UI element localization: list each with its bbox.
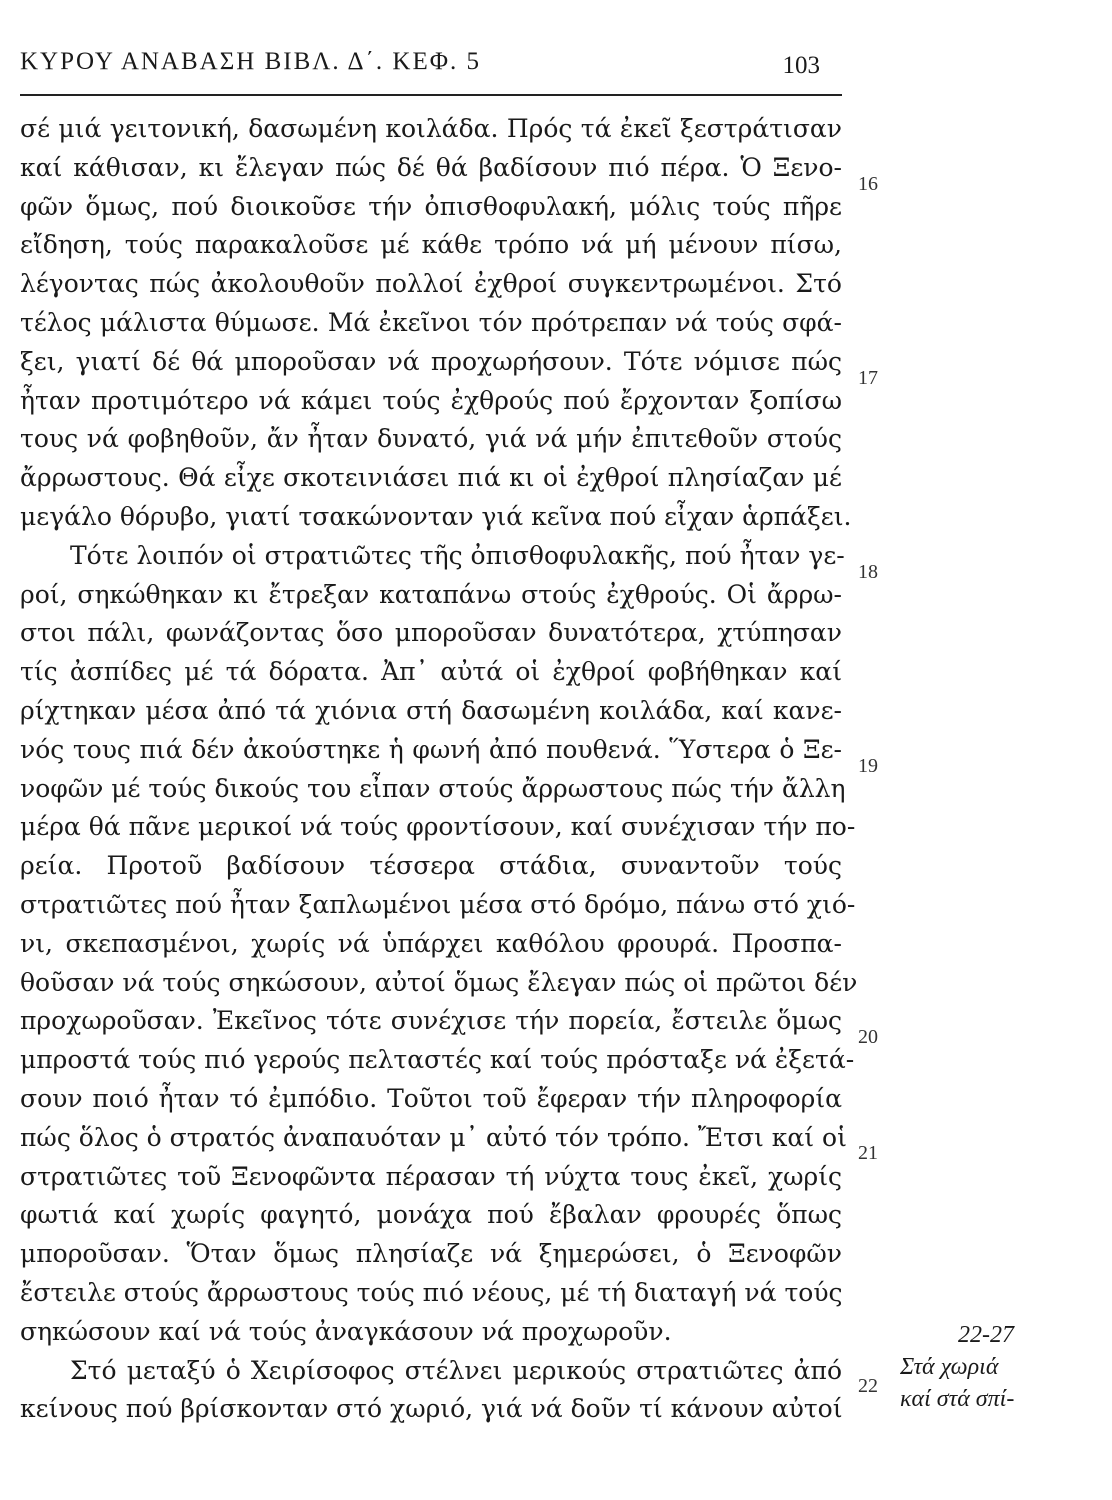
text-line: ρίχτηκαν μέσα ἀπό τά χιόνια στή δασωμένη κοιλάδα, καί κανε-: [20, 695, 842, 725]
text-line: νοφῶν μέ τούς δικούς του εἶπαν στούς ἄρρωστους πώς τήν ἄλλη: [20, 773, 846, 803]
side-note-range: 22-27: [958, 1322, 1014, 1348]
text-line: νι, σκεπασμένοι, χωρίς νά ὑπάρχει καθόλου φρουρά. Προσπα-: [20, 928, 842, 958]
side-note-line: Στά χωριά: [900, 1354, 999, 1380]
text-line: σηκώσουν καί νά τούς ἀναγκάσουν νά προχωροῦν.: [20, 1316, 672, 1346]
section-number: 20: [858, 1026, 878, 1048]
section-number: 18: [858, 561, 878, 583]
text-line: ξει, γιατί δέ θά μποροῦσαν νά προχωρήσουν. Τότε νόμισε πώς: [20, 346, 842, 376]
text-line: εἴδηση, τούς παρακαλοῦσε μέ κάθε τρόπο νά μή μένουν πίσω,: [20, 230, 842, 260]
text-line: μέρα θά πᾶνε μερικοί νά τούς φροντίσουν, καί συνέχισαν τήν πο-: [20, 812, 856, 842]
body-text: [20, 110, 858, 1429]
page-header: [20, 44, 840, 88]
text-line: ἦταν προτιμότερο νά κάμει τούς ἐχθρούς πού ἔρχονταν ξοπίσω: [20, 385, 842, 415]
text-line: τους νά φοβηθοῦν, ἄν ἦταν δυνατό, γιά νά μήν ἐπιτεθοῦν στούς: [20, 424, 842, 454]
text-line: μπροστά τούς πιό γερούς πελταστές καί τούς πρόσταξε νά ἐξετά-: [20, 1045, 855, 1075]
text-line: σουν ποιό ἦταν τό ἐμπόδιο. Τοῦτοι τοῦ ἔφεραν τήν πληροφορία: [20, 1083, 842, 1113]
text-line: Τότε λοιπόν οἱ στρατιῶτες τῆς ὀπισθοφυλακῆς, πού ἦταν γε-: [70, 540, 845, 570]
running-title: ΚΥΡΟΥ ΑΝΑΒΑΣΗ ΒΙΒΛ. Δ΄. ΚΕΦ. 5: [20, 48, 481, 75]
page-number: 103: [782, 52, 820, 79]
text-line: στοι πάλι, φωνάζοντας ὅσο μποροῦσαν δυνατότερα, χτύπησαν: [20, 618, 842, 648]
text-line: καί κάθισαν, κι ἔλεγαν πώς δέ θά βαδίσουν πιό πέρα. Ὁ Ξενο-: [20, 152, 842, 182]
text-line: στρατιῶτες πού ἦταν ξαπλωμένοι μέσα στό δρόμο, πάνω στό χιό-: [20, 889, 856, 919]
text-line: νός τους πιά δέν ἀκούστηκε ἡ φωνή ἀπό πουθενά. Ὕστερα ὁ Ξε-: [20, 734, 842, 764]
text-line: τέλος μάλιστα θύμωσε. Μά ἐκεῖνοι τόν πρότρεπαν νά τούς σφά-: [20, 307, 842, 337]
text-line: μποροῦσαν. Ὅταν ὅμως πλησίαζε νά ξημερώσει, ὁ Ξενοφῶν: [20, 1239, 842, 1269]
text-line: προχωροῦσαν. Ἐκεῖνος τότε συνέχισε τήν πορεία, ἔστειλε ὅμως: [20, 1006, 842, 1036]
text-line: ἔστειλε στούς ἄρρωστους τούς πιό νέους, μέ τή διαταγή νά τούς: [20, 1277, 843, 1307]
text-line: Στό μεταξύ ὁ Χειρίσοφος στέλνει μερικούς στρατιῶτες ἀπό: [70, 1355, 842, 1385]
text-line: κείνους πού βρίσκονταν στό χωριό, γιά νά δοῦν τί κάνουν αὐτοί: [20, 1394, 843, 1424]
side-note-line: καί στά σπί-: [900, 1386, 1015, 1412]
text-line: ἄρρωστους. Θά εἶχε σκοτεινιάσει πιά κι οἱ ἐχθροί πλησίαζαν μέ: [20, 463, 842, 493]
section-number: 16: [858, 173, 878, 195]
text-line: στρατιῶτες τοῦ Ξενοφῶντα πέρασαν τή νύχτα τους ἐκεῖ, χωρίς: [20, 1161, 842, 1191]
text-line: φωτιά καί χωρίς φαγητό, μονάχα πού ἔβαλαν φρουρές ὅπως: [20, 1200, 842, 1230]
text-line: θοῦσαν νά τούς σηκώσουν, αὐτοί ὅμως ἔλεγαν πώς οἱ πρῶτοι δέν: [20, 967, 858, 997]
text-line: τίς ἀσπίδες μέ τά δόρατα. Ἀπ᾽ αὐτά οἱ ἐχθροί φοβήθηκαν καί: [20, 657, 842, 687]
text-line: λέγοντας πώς ἀκολουθοῦν πολλοί ἐχθροί συγκεντρωμένοι. Στό: [20, 269, 842, 299]
text-line: πώς ὅλος ὁ στρατός ἀναπαυόταν μ᾽ αὐτό τόν τρόπο. Ἔτσι καί οἱ: [20, 1122, 847, 1152]
text-line: φῶν ὅμως, πού διοικοῦσε τήν ὀπισθοφυλακή, μόλις τούς πῆρε: [20, 191, 842, 221]
section-number: 19: [858, 755, 878, 777]
text-line: ροί, σηκώθηκαν κι ἔτρεξαν καταπάνω στούς ἐχθρούς. Οἱ ἄρρω-: [20, 579, 842, 609]
text-line: σέ μιά γειτονική, δασωμένη κοιλάδα. Πρός τά ἐκεῖ ξεστράτισαν: [20, 114, 842, 143]
section-number: 21: [858, 1142, 878, 1164]
text-line: ρεία. Προτοῦ βαδίσουν τέσσερα στάδια, συναντοῦν τούς: [20, 851, 842, 881]
header-rule: [20, 94, 842, 96]
section-number: 17: [858, 367, 878, 389]
section-number: 22: [858, 1375, 878, 1397]
text-line: μεγάλο θόρυβο, γιατί τσακώνονταν γιά κεῖνα πού εἶχαν ἁρπάξει.: [20, 501, 852, 531]
